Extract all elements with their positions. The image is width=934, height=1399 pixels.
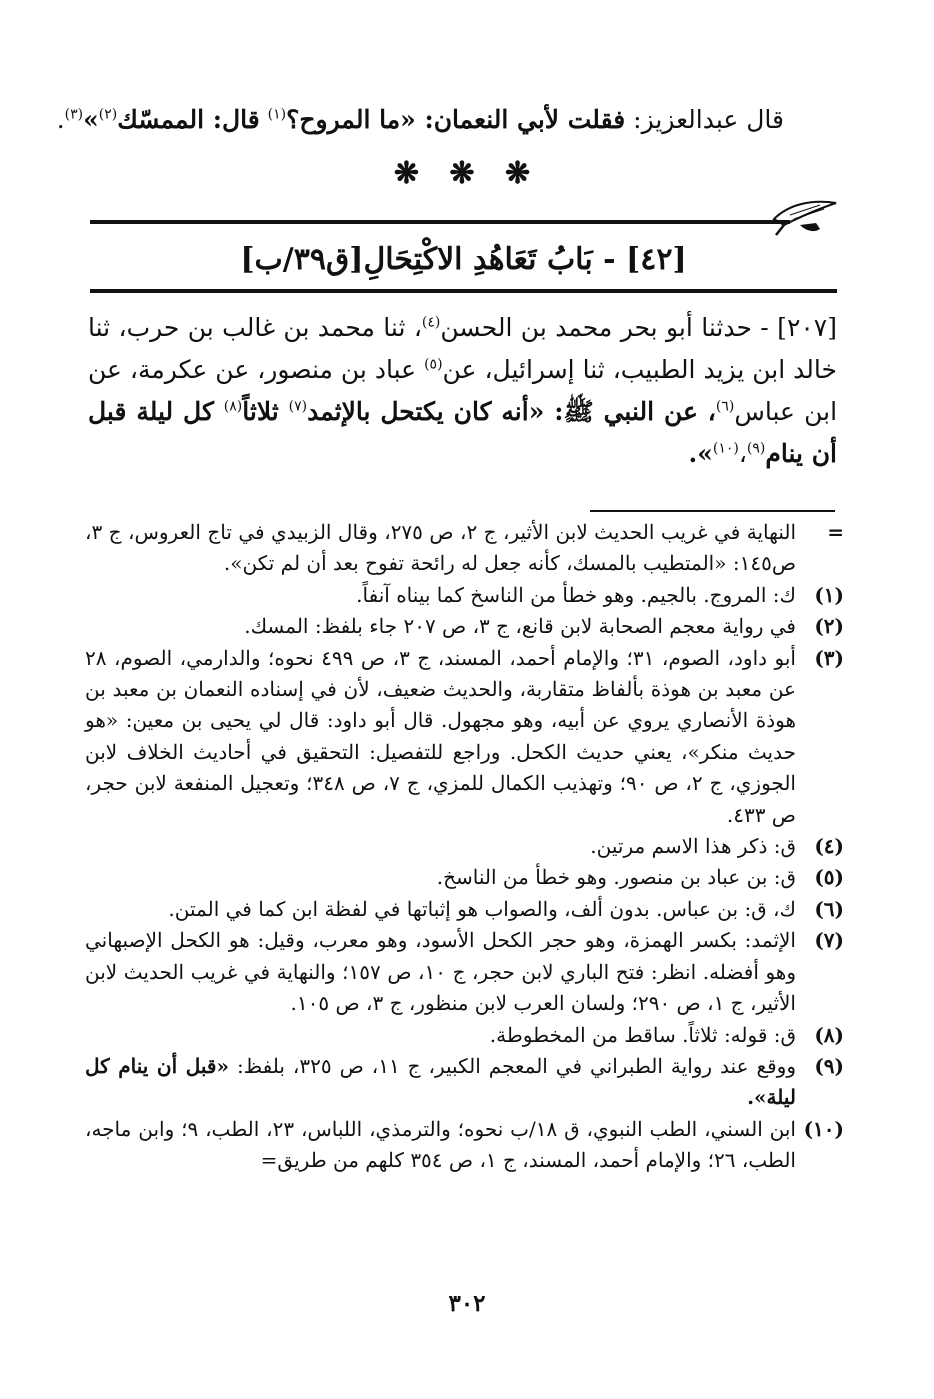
footnote-10 <box>85 1114 844 1177</box>
intro-close-quote: » <box>83 105 99 134</box>
hadith-matn-2: ثلاثاً <box>242 397 289 426</box>
footnote-continued <box>85 517 844 580</box>
footnote-number: (٦) <box>814 896 844 921</box>
footnote-text: أبو داود، الصوم، ٣١؛ والإمام أحمد، المسند، ج ٣، ص ٤٩٩ نحوه؛ والدارمي، الصوم، ٢٨ عن معبد بن هوذة بألفاظ متقاربة، والحديث ضعيف، لأن في إسناده النعمان بن معبد بن هوذة الأنصاري يروي عن أبيه، وهو مجهول. قال أبو داود: قال لي يحيى بن معين: «هو حديث منكر»، يعني حديث الكحل. وراجع للتفصيل: التحقيق في أحاديث الخلاف لابن الجوزي، ج ٢، ص ٩٠؛ وتهذيب الكمال للمزي، ج ٧، ص ٣٤٨؛ وتعجيل المنفعة لابن حجر، ص ٤٣٣. <box>85 645 796 827</box>
chapter-heading <box>90 240 837 280</box>
footnote-number: (٩) <box>814 1053 844 1078</box>
hadith-matn-1: «أنه كان يكتحل بالإثمد <box>307 397 545 426</box>
hadith-chain-4: ، عن النبي ﷺ: <box>544 397 716 426</box>
footnote-ref-9[interactable]: (٩) <box>746 440 766 457</box>
footnote-4 <box>85 831 844 862</box>
footnote-ref-2[interactable]: (٢) <box>98 106 118 123</box>
footnote-number: (٣) <box>814 645 844 670</box>
footnote-divider <box>590 510 835 512</box>
hadith-chain-2: ، ثنا محمد بن غالب بن حرب، ثنا خالد ابن يزيد الطبيب، ثنا إسرائيل، عن <box>88 313 837 384</box>
footnote-text: ك: المروج. بالجيم. وهو خطأ من الناسخ كما بيناه آنفاً. <box>356 582 796 607</box>
footnote-ref-4[interactable]: (٤) <box>421 314 441 331</box>
footnote-ref-6[interactable]: (٦) <box>715 398 735 415</box>
footnote-ref-8[interactable]: (٨) <box>223 398 243 415</box>
chapter-number: [٤٢] <box>626 242 687 277</box>
footnote-number: (٧) <box>814 928 844 953</box>
chapter-title: - بَابُ تَعَاهُدِ الاكْتِحَالِ <box>363 242 616 277</box>
footnote-number: (١) <box>814 582 844 607</box>
chapter-bottom-rule <box>90 289 837 293</box>
hadith-comma: ، <box>738 439 747 468</box>
section-separator: ❋ ❋ ❋ <box>393 156 541 191</box>
hadith-chain-3: عباد بن منصور، عن عكرمة، عن ابن عباس <box>88 355 838 426</box>
footnote-9-text: ووقع عند رواية الطبراني في المعجم الكبير، ج ١١، ص ٣٢٥، بلفظ: <box>228 1053 796 1078</box>
hadith-207 <box>88 307 837 475</box>
chapter-folio: [ق٣٩/ب] <box>240 242 364 277</box>
chapter-top-rule <box>90 220 790 224</box>
footnote-text: الإثمد: بكسر الهمزة، وهو حجر الكحل الأسود، وهو معرب، وقيل: هو الكحل الإصبهاني وهو أفضله. انظر: فتح الباري لابن حجر، ج ١٠، ص ١٥٧؛ والنهاية في غريب الحديث لابن الأثير، ج ١، ص ٢٩٠؛ ولسان العرب لابن منظور، ج ٣، ص ١٠٥. <box>85 928 796 1016</box>
footnote-2 <box>85 611 844 642</box>
hadith-end: ». <box>688 439 713 468</box>
footnote-text: في رواية معجم الصحابة لابن قانع، ج ٣، ص ٢٠٧ جاء بلفظ: المسك. <box>244 614 796 639</box>
intro-narrator: قال عبدالعزيز: <box>633 105 784 134</box>
footnote-9-quote: «قبل أن ينام كل ليلة». <box>85 1053 796 1110</box>
footnote-ref-1[interactable]: (١) <box>267 106 287 123</box>
footnote-text: النهاية في غريب الحديث لابن الأثير، ج ٢، ص ٢٧٥، وقال الزبيدي في تاج العروس، ج ٣، ص١٤٥: «المتطيب بالمسك، كأنه جعل له رائحة تفوح بعد أن لم تكن». <box>85 520 797 576</box>
footnote-number: (١٠) <box>803 1116 844 1141</box>
footnote-number: (٤) <box>814 834 844 859</box>
footnote-number: = <box>827 520 844 544</box>
footnote-5 <box>85 862 844 893</box>
footnote-3 <box>85 643 844 831</box>
footnote-ref-10[interactable]: (١٠) <box>712 440 739 457</box>
footnote-text: ق: قوله: ثلاثاً. ساقط من المخطوطة. <box>489 1022 796 1047</box>
footnote-number: (٨) <box>814 1022 844 1047</box>
footnote-8 <box>85 1020 844 1051</box>
footnote-6 <box>85 894 844 925</box>
intro-quote-b: قال: الممسّك <box>117 105 260 134</box>
intro-quote-a: فقلت لأبي النعمان: «ما المروح؟ <box>286 105 626 134</box>
footnote-number: (٥) <box>814 865 844 890</box>
footnote-text: ك، ق: بن عباس. بدون ألف، والصواب هو إثباتها في لفظة ابن كما في المتن. <box>168 896 796 921</box>
footnote-1 <box>85 580 844 611</box>
footnote-9 <box>85 1051 844 1114</box>
hadith-matn-3: كل ليلة قبل أن ينام <box>88 397 837 468</box>
hadith-number: [٢٠٧] <box>777 313 837 342</box>
footnote-ref-5[interactable]: (٥) <box>424 356 443 373</box>
footnote-text: ابن السني، الطب النبوي، ق ١٨/ب نحوه؛ والترمذي، اللباس، ٢٣، الطب، ٩؛ وابن ماجه، الطب، ٢٦؛ والإمام أحمد، المسند، ج ١، ص ٣٥٤ كلهم من طريق= <box>85 1116 796 1173</box>
footnote-text: ق: ذكر هذا الاسم مرتين. <box>590 834 796 859</box>
hadith-chain-1: - حدثنا أبو بحر محمد بن الحسن <box>440 313 769 342</box>
footnote-ref-7[interactable]: (٧) <box>288 398 308 415</box>
footnotes <box>85 517 844 1177</box>
intro-line <box>56 100 784 140</box>
page-number: ٣٠٢ <box>448 1290 486 1317</box>
intro-end: . <box>56 105 65 134</box>
footnote-7 <box>85 925 844 1019</box>
footnote-text: ق: بن عباد بن منصور. وهو خطأ من الناسخ. <box>436 865 796 890</box>
quill-pen-icon <box>770 195 840 239</box>
footnote-ref-3[interactable]: (٣) <box>64 106 84 123</box>
footnote-number: (٢) <box>814 614 844 639</box>
footnote-text <box>85 1051 796 1114</box>
